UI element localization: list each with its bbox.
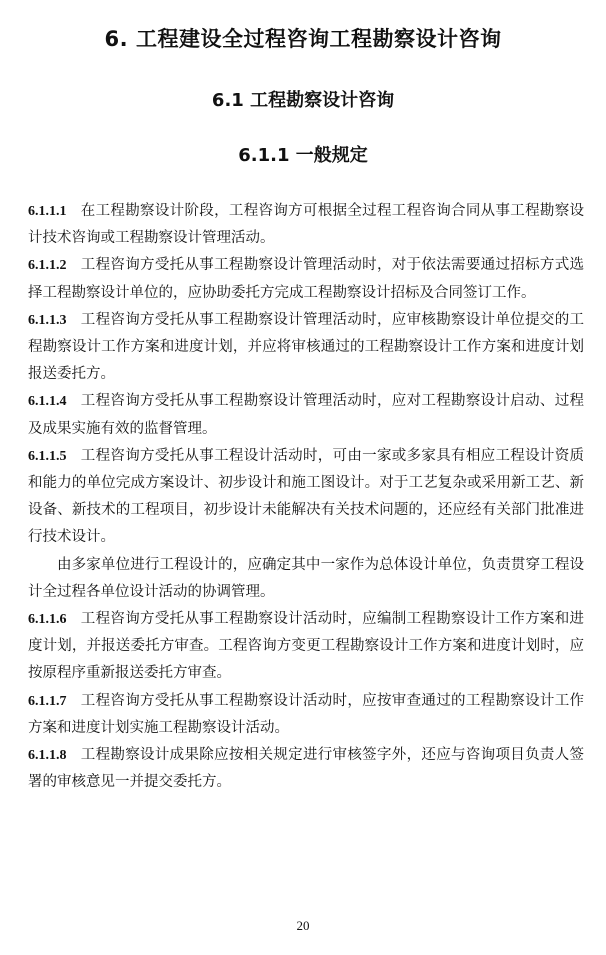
clause-text: 工程咨询方受托从事工程勘察设计活动时，应编制工程勘察设计工作方案和进度计划，并报送委托方审查。工程咨询方变更工程勘察设计工作方案和进度计划时，应按原程序重新报送委托方审查。 bbox=[28, 611, 584, 682]
clause-paragraph bbox=[28, 252, 584, 306]
clause-number: 6.1.1.4 bbox=[28, 394, 67, 410]
subsection-heading: 6.1.1 一般规定 bbox=[238, 145, 368, 166]
clause-paragraph bbox=[28, 443, 584, 552]
section-heading: 6.1 工程勘察设计咨询 bbox=[211, 90, 395, 111]
clause-text: 工程咨询方受托从事工程勘察设计管理活动时，应对工程勘察设计启动、过程及成果实施有效的监督管理。 bbox=[28, 393, 584, 437]
clause-list bbox=[28, 198, 584, 796]
clause-number: 6.1.1.7 bbox=[28, 693, 67, 709]
clause-text: 工程咨询方受托从事工程勘察设计管理活动时，对于依法需要通过招标方式选择工程勘察设计单位的，应协助委托方完成工程勘察设计招标及合同签订工作。 bbox=[28, 257, 584, 301]
clause-number: 6.1.1.3 bbox=[28, 312, 67, 328]
clause-paragraph bbox=[28, 307, 584, 389]
clause-paragraph bbox=[28, 606, 584, 688]
clause-continuation-paragraph bbox=[28, 552, 584, 606]
clause-paragraph bbox=[28, 388, 584, 442]
clause-text: 由多家单位进行工程设计的，应确定其中一家作为总体设计单位，负责贯穿工程设计全过程各单位设计活动的协调管理。 bbox=[28, 556, 584, 600]
clause-number: 6.1.1.6 bbox=[28, 612, 67, 628]
clause-text: 在工程勘察设计阶段，工程咨询方可根据全过程工程咨询合同从事工程勘察设计技术咨询或工程勘察设计管理活动。 bbox=[28, 203, 584, 247]
clause-paragraph bbox=[28, 198, 584, 252]
clause-number: 6.1.1.5 bbox=[28, 448, 67, 464]
clause-number: 6.1.1.2 bbox=[28, 258, 67, 274]
clause-text: 工程咨询方受托从事工程勘察设计活动时，应按审查通过的工程勘察设计工作方案和进度计划实施工程勘察设计活动。 bbox=[28, 692, 584, 736]
clause-paragraph bbox=[28, 688, 584, 742]
clause-number: 6.1.1.1 bbox=[28, 204, 67, 219]
clause-text: 工程咨询方受托从事工程勘察设计管理活动时，应审核勘察设计单位提交的工程勘察设计工作方案和进度计划，并应将审核通过的工程勘察设计工作方案和进度计划报送委托方。 bbox=[28, 311, 584, 383]
clause-paragraph bbox=[28, 742, 584, 796]
clause-text: 工程勘察设计成果除应按相关规定进行审核签字外，还应与咨询项目负责人签署的审核意见一并提交委托方。 bbox=[28, 747, 584, 791]
page-number: 20 bbox=[296, 918, 310, 933]
clause-text: 工程咨询方受托从事工程设计活动时，可由一家或多家具有相应工程设计资质和能力的单位完成方案设计、初步设计和施工图设计。对于工艺复杂或采用新工艺、新设备、新技术的工程项目，初步设计未能解决有关技术问题的，还应经有关部门批准进行技术设计。 bbox=[28, 447, 584, 546]
chapter-heading: 6. 工程建设全过程咨询工程勘察设计咨询 bbox=[104, 27, 502, 51]
clause-number: 6.1.1.8 bbox=[28, 748, 67, 764]
